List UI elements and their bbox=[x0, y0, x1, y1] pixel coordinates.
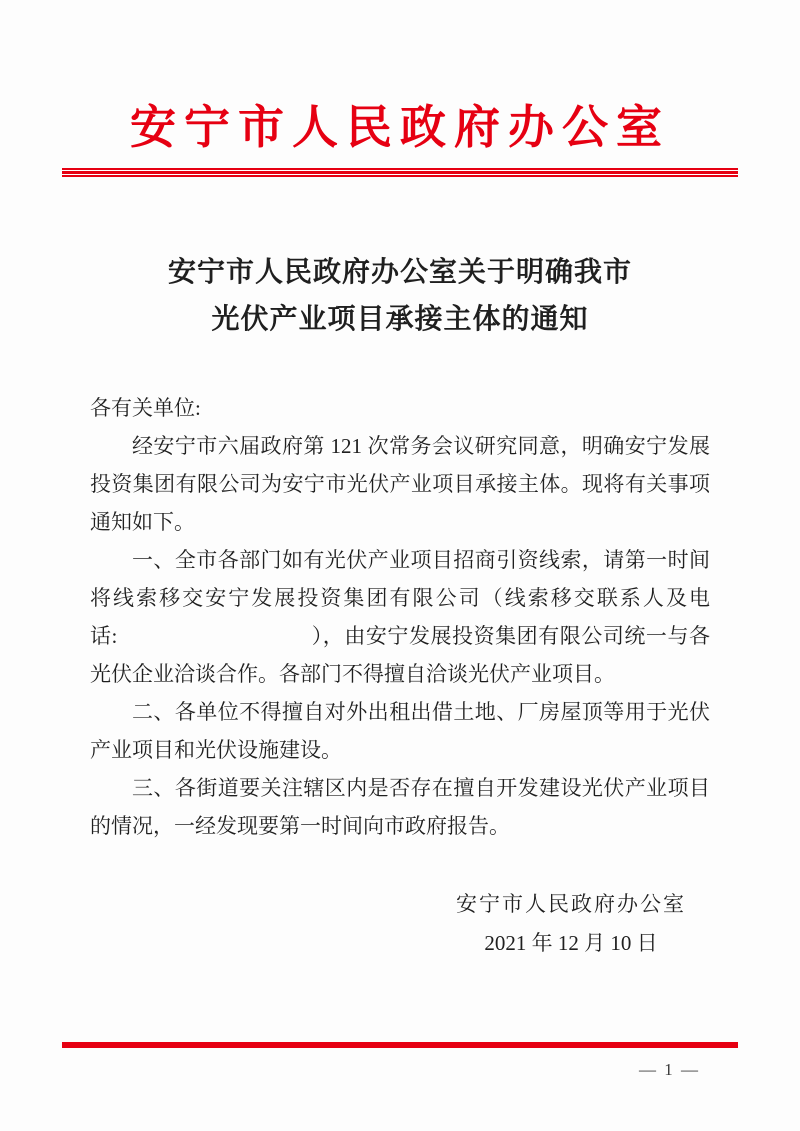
letterhead-divider-rule bbox=[62, 168, 738, 177]
letterhead bbox=[0, 0, 800, 177]
document-body bbox=[0, 389, 800, 963]
page-number: — 1 — bbox=[639, 1060, 700, 1079]
document-main bbox=[0, 249, 800, 963]
body-paragraph: 三、各街道要关注辖区内是否存在擅自开发建设光伏产业项目的情况，一经发现要第一时间向市政府报告。 bbox=[90, 776, 710, 839]
body-paragraph: 经安宁市六届政府第 121 次常务会议研究同意，明确安宁发展投资集团有限公司为安宁市光伏产业项目承接主体。现将有关事项通知如下。 bbox=[90, 434, 710, 535]
signature-org-name: 安宁市人民政府办公室 bbox=[456, 892, 686, 917]
document-title-line1: 安宁市人民政府办公室关于明确我市 bbox=[167, 257, 632, 289]
letterhead-org-name: 安宁市人民政府办公室 bbox=[130, 102, 670, 153]
signature-date: 2021 年 12 月 10 日 bbox=[484, 931, 658, 956]
page-footer bbox=[0, 1042, 800, 1080]
signature-block bbox=[90, 885, 710, 963]
body-paragraph: 一、全市各部门如有光伏产业项目招商引资线索，请第一时间将线索移交安宁发展投资集团有限公司（线索移交联系人及电话: ），由安宁发展投资集团有限公司统一与各光伏企业洽谈合作。各部门不得擅自洽谈光伏产业项目。 bbox=[90, 548, 710, 687]
document-title-line2: 光伏产业项目承接主体的通知 bbox=[211, 304, 589, 336]
document-title bbox=[0, 249, 800, 343]
footer-divider-rule bbox=[62, 1042, 738, 1048]
body-paragraph: 二、各单位不得擅自对外出租出借土地、厂房屋顶等用于光伏产业项目和光伏设施建设。 bbox=[90, 700, 710, 763]
salutation: 各有关单位: bbox=[90, 396, 201, 421]
